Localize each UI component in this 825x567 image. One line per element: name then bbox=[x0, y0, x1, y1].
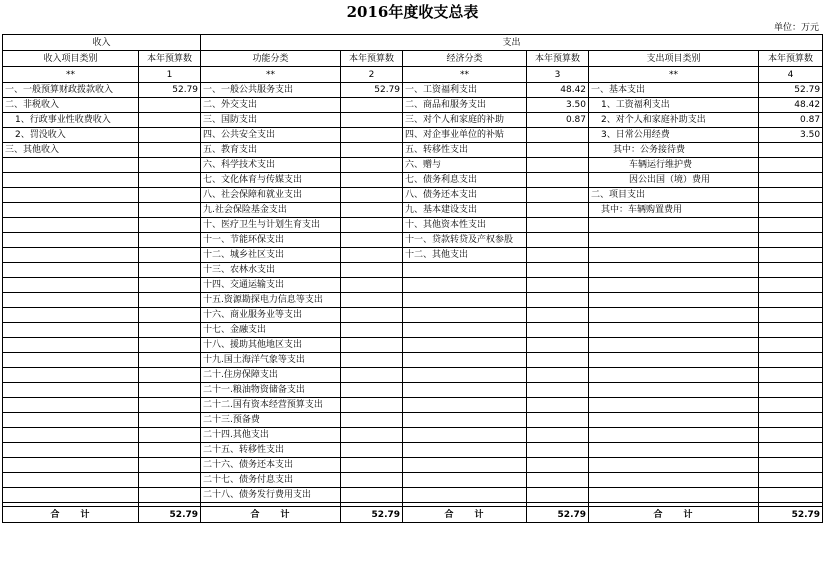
economic-budget-cell: 3.50 bbox=[527, 98, 589, 113]
economic-budget-cell bbox=[527, 398, 589, 413]
economic-budget-cell bbox=[527, 248, 589, 263]
expense-category-cell bbox=[589, 218, 759, 233]
expense-budget-cell bbox=[759, 353, 823, 368]
income-group-header: 收入 bbox=[3, 35, 201, 51]
expense-category-cell bbox=[589, 323, 759, 338]
expense-category-cell bbox=[589, 338, 759, 353]
economic-budget-cell bbox=[527, 413, 589, 428]
income-budget-cell bbox=[139, 188, 201, 203]
economic-category-cell: 九、基本建设支出 bbox=[403, 203, 527, 218]
income-category-cell bbox=[3, 233, 139, 248]
economic-category-cell: 十二、其他支出 bbox=[403, 248, 527, 263]
total-economic: 52.79 bbox=[527, 507, 589, 523]
economic-budget-cell bbox=[527, 158, 589, 173]
income-category-cell: 二、非税收入 bbox=[3, 98, 139, 113]
function-budget-cell bbox=[341, 218, 403, 233]
income-budget-cell bbox=[139, 203, 201, 218]
income-budget-cell bbox=[139, 353, 201, 368]
income-budget-cell bbox=[139, 158, 201, 173]
function-budget-cell bbox=[341, 128, 403, 143]
economic-budget-cell bbox=[527, 473, 589, 488]
function-category-cell: 十八、援助其他地区支出 bbox=[201, 338, 341, 353]
function-category-cell: 二十八、债务发行费用支出 bbox=[201, 488, 341, 503]
economic-category-cell bbox=[403, 473, 527, 488]
function-budget-cell: 52.79 bbox=[341, 83, 403, 98]
expense-category-cell: 2、对个人和家庭补助支出 bbox=[589, 113, 759, 128]
total-income: 52.79 bbox=[139, 507, 201, 523]
income-budget-cell bbox=[139, 443, 201, 458]
col-income-budget: 本年预算数 bbox=[139, 51, 201, 67]
income-category-cell: 2、罚没收入 bbox=[3, 128, 139, 143]
expense-category-cell bbox=[589, 233, 759, 248]
unit-label: 单位：万元 bbox=[773, 23, 819, 33]
function-category-cell: 二十六、债务还本支出 bbox=[201, 458, 341, 473]
expense-category-cell bbox=[589, 428, 759, 443]
table-row bbox=[3, 458, 823, 473]
expense-budget-cell bbox=[759, 323, 823, 338]
marker-cell: ** bbox=[201, 67, 341, 83]
expense-budget-cell: 3.50 bbox=[759, 128, 823, 143]
function-category-cell: 二十四.其他支出 bbox=[201, 428, 341, 443]
income-budget-cell bbox=[139, 263, 201, 278]
economic-category-cell: 一、工资福利支出 bbox=[403, 83, 527, 98]
economic-category-cell: 五、转移性支出 bbox=[403, 143, 527, 158]
table-row bbox=[3, 428, 823, 443]
expense-budget-cell: 48.42 bbox=[759, 98, 823, 113]
income-category-cell bbox=[3, 293, 139, 308]
income-category-cell bbox=[3, 308, 139, 323]
expense-category-cell bbox=[589, 368, 759, 383]
income-budget-cell bbox=[139, 428, 201, 443]
table-row bbox=[3, 308, 823, 323]
column-header-row bbox=[3, 51, 823, 67]
function-budget-cell bbox=[341, 473, 403, 488]
function-category-cell: 四、公共安全支出 bbox=[201, 128, 341, 143]
income-category-cell: 1、行政事业性收费收入 bbox=[3, 113, 139, 128]
economic-budget-cell: 0.87 bbox=[527, 113, 589, 128]
expense-group-header: 支出 bbox=[201, 35, 823, 51]
function-budget-cell bbox=[341, 293, 403, 308]
function-budget-cell bbox=[341, 383, 403, 398]
income-category-cell bbox=[3, 398, 139, 413]
function-category-cell: 十、医疗卫生与计划生育支出 bbox=[201, 218, 341, 233]
income-budget-cell bbox=[139, 368, 201, 383]
col-function-budget: 本年预算数 bbox=[341, 51, 403, 67]
expense-budget-cell bbox=[759, 458, 823, 473]
col-expense-budget: 本年预算数 bbox=[759, 51, 823, 67]
expense-budget-cell bbox=[759, 308, 823, 323]
function-budget-cell bbox=[341, 308, 403, 323]
table-row bbox=[3, 413, 823, 428]
expense-category-cell bbox=[589, 308, 759, 323]
economic-budget-cell bbox=[527, 353, 589, 368]
expense-budget-cell bbox=[759, 293, 823, 308]
expense-budget-cell bbox=[759, 338, 823, 353]
expense-budget-cell: 0.87 bbox=[759, 113, 823, 128]
expense-category-cell bbox=[589, 293, 759, 308]
table-row bbox=[3, 488, 823, 503]
table-row bbox=[3, 113, 823, 128]
expense-budget-cell bbox=[759, 413, 823, 428]
page-title: 2016年度收支总表 bbox=[346, 3, 479, 21]
income-budget-cell bbox=[139, 173, 201, 188]
economic-category-cell bbox=[403, 413, 527, 428]
income-budget-cell bbox=[139, 218, 201, 233]
function-budget-cell bbox=[341, 413, 403, 428]
economic-category-cell: 二、商品和服务支出 bbox=[403, 98, 527, 113]
income-budget-cell bbox=[139, 308, 201, 323]
economic-budget-cell bbox=[527, 458, 589, 473]
economic-category-cell bbox=[403, 398, 527, 413]
economic-category-cell bbox=[403, 278, 527, 293]
economic-budget-cell bbox=[527, 233, 589, 248]
income-category-cell bbox=[3, 473, 139, 488]
function-category-cell: 七、文化体育与传媒支出 bbox=[201, 173, 341, 188]
table-row bbox=[3, 338, 823, 353]
economic-category-cell bbox=[403, 293, 527, 308]
economic-category-cell bbox=[403, 353, 527, 368]
expense-budget-cell bbox=[759, 368, 823, 383]
function-category-cell: 二十一.粮油物资储备支出 bbox=[201, 383, 341, 398]
economic-category-cell: 三、对个人和家庭的补助 bbox=[403, 113, 527, 128]
economic-budget-cell bbox=[527, 173, 589, 188]
expense-category-cell: 其中：公务接待费 bbox=[589, 143, 759, 158]
economic-category-cell: 七、债务利息支出 bbox=[403, 173, 527, 188]
marker-row bbox=[3, 67, 823, 83]
function-budget-cell bbox=[341, 248, 403, 263]
economic-budget-cell bbox=[527, 263, 589, 278]
expense-budget-cell bbox=[759, 263, 823, 278]
expense-category-cell bbox=[589, 383, 759, 398]
function-category-cell: 二十七、债务付息支出 bbox=[201, 473, 341, 488]
marker-cell: 4 bbox=[759, 67, 823, 83]
income-category-cell: 三、其他收入 bbox=[3, 143, 139, 158]
income-budget-cell bbox=[139, 143, 201, 158]
function-category-cell: 二十三.预备费 bbox=[201, 413, 341, 428]
table-row bbox=[3, 143, 823, 158]
col-income-category: 收入项目类别 bbox=[3, 51, 139, 67]
expense-category-cell bbox=[589, 248, 759, 263]
function-budget-cell bbox=[341, 203, 403, 218]
expense-budget-cell bbox=[759, 443, 823, 458]
economic-category-cell bbox=[403, 488, 527, 503]
economic-budget-cell bbox=[527, 278, 589, 293]
expense-budget-cell: 52.79 bbox=[759, 83, 823, 98]
expense-category-cell bbox=[589, 398, 759, 413]
marker-cell: ** bbox=[589, 67, 759, 83]
economic-category-cell bbox=[403, 338, 527, 353]
marker-cell: ** bbox=[3, 67, 139, 83]
table-row bbox=[3, 128, 823, 143]
function-category-cell: 十二、城乡社区支出 bbox=[201, 248, 341, 263]
income-category-cell bbox=[3, 428, 139, 443]
expense-budget-cell bbox=[759, 278, 823, 293]
function-category-cell: 六、科学技术支出 bbox=[201, 158, 341, 173]
expense-category-cell bbox=[589, 278, 759, 293]
table-row bbox=[3, 248, 823, 263]
total-label: 合 计 bbox=[403, 507, 527, 523]
income-category-cell bbox=[3, 383, 139, 398]
economic-category-cell bbox=[403, 443, 527, 458]
expense-budget-cell bbox=[759, 143, 823, 158]
function-budget-cell bbox=[341, 368, 403, 383]
function-category-cell: 十四、交通运输支出 bbox=[201, 278, 341, 293]
economic-category-cell bbox=[403, 308, 527, 323]
expense-budget-cell bbox=[759, 248, 823, 263]
expense-budget-cell bbox=[759, 188, 823, 203]
economic-category-cell bbox=[403, 383, 527, 398]
col-economic: 经济分类 bbox=[403, 51, 527, 67]
total-label: 合 计 bbox=[3, 507, 139, 523]
expense-category-cell bbox=[589, 413, 759, 428]
table-row bbox=[3, 398, 823, 413]
function-budget-cell bbox=[341, 158, 403, 173]
expense-category-cell: 3、日常公用经费 bbox=[589, 128, 759, 143]
expense-category-cell bbox=[589, 353, 759, 368]
economic-budget-cell bbox=[527, 338, 589, 353]
economic-budget-cell bbox=[527, 293, 589, 308]
income-category-cell bbox=[3, 188, 139, 203]
economic-budget-cell bbox=[527, 128, 589, 143]
expense-category-cell: 一、基本支出 bbox=[589, 83, 759, 98]
function-category-cell: 二十五、转移性支出 bbox=[201, 443, 341, 458]
expense-budget-cell bbox=[759, 158, 823, 173]
expense-category-cell: 车辆运行维护费 bbox=[589, 158, 759, 173]
table-row bbox=[3, 203, 823, 218]
income-budget-cell bbox=[139, 233, 201, 248]
marker-cell: ** bbox=[403, 67, 527, 83]
income-budget-cell bbox=[139, 473, 201, 488]
function-category-cell: 三、国防支出 bbox=[201, 113, 341, 128]
col-function: 功能分类 bbox=[201, 51, 341, 67]
economic-budget-cell: 48.42 bbox=[527, 83, 589, 98]
income-budget-cell bbox=[139, 488, 201, 503]
economic-budget-cell bbox=[527, 218, 589, 233]
function-budget-cell bbox=[341, 338, 403, 353]
function-budget-cell bbox=[341, 488, 403, 503]
expense-category-cell bbox=[589, 473, 759, 488]
function-budget-cell bbox=[341, 353, 403, 368]
economic-category-cell: 十一、贷款转贷及产权参股 bbox=[403, 233, 527, 248]
function-budget-cell bbox=[341, 323, 403, 338]
function-budget-cell bbox=[341, 263, 403, 278]
total-label: 合 计 bbox=[201, 507, 341, 523]
function-category-cell: 十七、金融支出 bbox=[201, 323, 341, 338]
col-expense-category: 支出项目类别 bbox=[589, 51, 759, 67]
economic-category-cell: 八、债务还本支出 bbox=[403, 188, 527, 203]
table-row bbox=[3, 98, 823, 113]
income-budget-cell bbox=[139, 278, 201, 293]
income-category-cell bbox=[3, 323, 139, 338]
economic-category-cell bbox=[403, 458, 527, 473]
table-row bbox=[3, 278, 823, 293]
function-budget-cell bbox=[341, 233, 403, 248]
table-row bbox=[3, 188, 823, 203]
expense-category-cell bbox=[589, 488, 759, 503]
function-category-cell: 一、一般公共服务支出 bbox=[201, 83, 341, 98]
income-category-cell bbox=[3, 413, 139, 428]
expense-category-cell bbox=[589, 443, 759, 458]
income-budget-cell bbox=[139, 323, 201, 338]
economic-budget-cell bbox=[527, 143, 589, 158]
function-category-cell: 十九.国土海洋气象等支出 bbox=[201, 353, 341, 368]
function-category-cell: 十三、农林水支出 bbox=[201, 263, 341, 278]
table-row bbox=[3, 443, 823, 458]
income-budget-cell bbox=[139, 248, 201, 263]
economic-category-cell: 十、其他资本性支出 bbox=[403, 218, 527, 233]
function-budget-cell bbox=[341, 398, 403, 413]
table-row bbox=[3, 218, 823, 233]
economic-category-cell bbox=[403, 323, 527, 338]
economic-budget-cell bbox=[527, 323, 589, 338]
table-row bbox=[3, 158, 823, 173]
economic-budget-cell bbox=[527, 368, 589, 383]
budget-table bbox=[2, 34, 823, 523]
income-category-cell bbox=[3, 248, 139, 263]
income-budget-cell bbox=[139, 413, 201, 428]
economic-budget-cell bbox=[527, 383, 589, 398]
income-category-cell bbox=[3, 203, 139, 218]
table-row bbox=[3, 263, 823, 278]
income-category-cell bbox=[3, 278, 139, 293]
income-category-cell bbox=[3, 158, 139, 173]
table-row bbox=[3, 173, 823, 188]
economic-budget-cell bbox=[527, 428, 589, 443]
income-budget-cell: 52.79 bbox=[139, 83, 201, 98]
function-category-cell: 十一、节能环保支出 bbox=[201, 233, 341, 248]
total-function: 52.79 bbox=[341, 507, 403, 523]
economic-budget-cell bbox=[527, 188, 589, 203]
economic-budget-cell bbox=[527, 443, 589, 458]
expense-budget-cell bbox=[759, 488, 823, 503]
function-category-cell: 十五.资源勘探电力信息等支出 bbox=[201, 293, 341, 308]
function-category-cell: 九.社会保险基金支出 bbox=[201, 203, 341, 218]
economic-category-cell bbox=[403, 368, 527, 383]
function-budget-cell bbox=[341, 173, 403, 188]
economic-budget-cell bbox=[527, 203, 589, 218]
income-category-cell bbox=[3, 368, 139, 383]
function-budget-cell bbox=[341, 278, 403, 293]
economic-category-cell: 六、赠与 bbox=[403, 158, 527, 173]
table-row bbox=[3, 353, 823, 368]
income-budget-cell bbox=[139, 398, 201, 413]
table-row bbox=[3, 83, 823, 98]
economic-category-cell: 四、对企事业单位的补贴 bbox=[403, 128, 527, 143]
function-category-cell: 二十二.国有资本经营预算支出 bbox=[201, 398, 341, 413]
totals-row bbox=[3, 507, 823, 523]
function-budget-cell bbox=[341, 98, 403, 113]
function-category-cell: 二、外交支出 bbox=[201, 98, 341, 113]
expense-category-cell: 二、项目支出 bbox=[589, 188, 759, 203]
function-category-cell: 五、教育支出 bbox=[201, 143, 341, 158]
marker-cell: 3 bbox=[527, 67, 589, 83]
function-category-cell: 十六、商业服务业等支出 bbox=[201, 308, 341, 323]
function-budget-cell bbox=[341, 143, 403, 158]
function-category-cell: 二十.住房保障支出 bbox=[201, 368, 341, 383]
expense-budget-cell bbox=[759, 173, 823, 188]
economic-budget-cell bbox=[527, 488, 589, 503]
income-category-cell bbox=[3, 338, 139, 353]
economic-category-cell bbox=[403, 263, 527, 278]
income-budget-cell bbox=[139, 113, 201, 128]
income-category-cell bbox=[3, 353, 139, 368]
expense-budget-cell bbox=[759, 428, 823, 443]
col-economic-budget: 本年预算数 bbox=[527, 51, 589, 67]
income-category-cell bbox=[3, 458, 139, 473]
expense-budget-cell bbox=[759, 203, 823, 218]
income-category-cell: 一、一般预算财政拨款收入 bbox=[3, 83, 139, 98]
expense-category-cell: 因公出国（境）费用 bbox=[589, 173, 759, 188]
expense-budget-cell bbox=[759, 398, 823, 413]
table-row bbox=[3, 473, 823, 488]
function-budget-cell bbox=[341, 458, 403, 473]
total-label: 合 计 bbox=[589, 507, 759, 523]
table-row bbox=[3, 383, 823, 398]
marker-cell: 1 bbox=[139, 67, 201, 83]
expense-category-cell: 其中：车辆购置费用 bbox=[589, 203, 759, 218]
income-budget-cell bbox=[139, 128, 201, 143]
function-budget-cell bbox=[341, 428, 403, 443]
expense-category-cell bbox=[589, 458, 759, 473]
economic-budget-cell bbox=[527, 308, 589, 323]
income-category-cell bbox=[3, 173, 139, 188]
expense-budget-cell bbox=[759, 218, 823, 233]
marker-cell: 2 bbox=[341, 67, 403, 83]
expense-budget-cell bbox=[759, 383, 823, 398]
table-row bbox=[3, 368, 823, 383]
economic-category-cell bbox=[403, 428, 527, 443]
income-category-cell bbox=[3, 218, 139, 233]
expense-budget-cell bbox=[759, 233, 823, 248]
income-category-cell bbox=[3, 263, 139, 278]
income-budget-cell bbox=[139, 338, 201, 353]
function-budget-cell bbox=[341, 443, 403, 458]
table-row bbox=[3, 293, 823, 308]
income-budget-cell bbox=[139, 458, 201, 473]
function-budget-cell bbox=[341, 113, 403, 128]
expense-budget-cell bbox=[759, 473, 823, 488]
expense-category-cell bbox=[589, 263, 759, 278]
function-budget-cell bbox=[341, 188, 403, 203]
income-category-cell bbox=[3, 443, 139, 458]
expense-category-cell: 1、工资福利支出 bbox=[589, 98, 759, 113]
group-header-row bbox=[3, 35, 823, 51]
income-category-cell bbox=[3, 488, 139, 503]
function-category-cell: 八、社会保障和就业支出 bbox=[201, 188, 341, 203]
income-budget-cell bbox=[139, 98, 201, 113]
total-expense: 52.79 bbox=[759, 507, 823, 523]
income-budget-cell bbox=[139, 383, 201, 398]
income-budget-cell bbox=[139, 293, 201, 308]
table-row bbox=[3, 233, 823, 248]
table-row bbox=[3, 323, 823, 338]
